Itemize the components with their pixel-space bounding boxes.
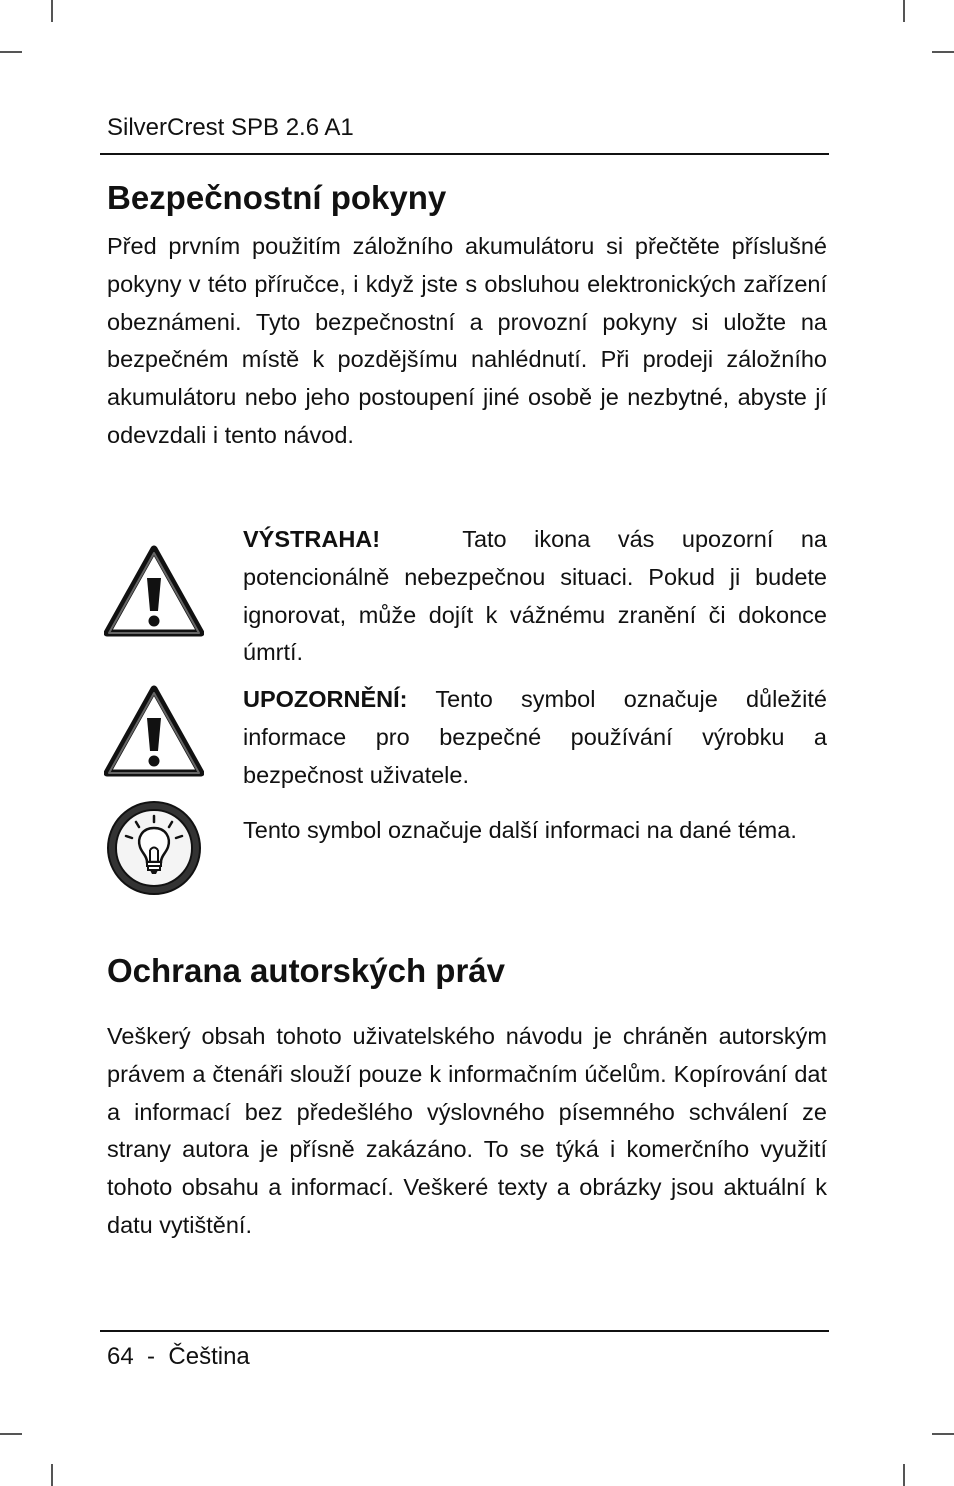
crop-mark <box>0 51 22 53</box>
caution-label: UPOZORNĚNÍ: <box>243 686 408 712</box>
lightbulb-icon <box>104 798 204 898</box>
safety-heading: Bezpečnostní pokyny <box>107 179 447 216</box>
copyright-text: Veškerý obsah tohoto uživatelského návodu je chráněn autorským právem a čtenáři slouží pouze k informačním účelům. Kopírování dat a informací bez předešlého výslovného písemného schválení ze strany autora je přísně zakázáno. To se týká i komerčního využití tohoto obsahu a informací. Veškeré texty a obrázky jsou aktuální k datu vytištění. <box>107 1023 827 1238</box>
crop-mark <box>0 1433 22 1435</box>
header-divider <box>100 153 829 155</box>
crop-mark <box>903 0 905 22</box>
footer <box>107 1342 250 1372</box>
warning-triangle-icon <box>104 683 204 783</box>
crop-mark <box>932 51 954 53</box>
caution-note <box>243 681 827 794</box>
copyright-heading: Ochrana autorských práv <box>107 952 505 989</box>
crop-mark <box>932 1433 954 1435</box>
crop-mark <box>51 1464 53 1486</box>
footer-language: Čeština <box>168 1343 250 1370</box>
footer-divider <box>100 1330 829 1332</box>
warning-note <box>243 521 827 672</box>
crop-mark <box>51 0 53 22</box>
warning-label: VÝSTRAHA! <box>243 526 381 552</box>
page-number: 64 <box>107 1343 134 1370</box>
footer-separator: - <box>147 1343 156 1370</box>
header-product: SilverCrest SPB 2.6 A1 <box>107 114 354 141</box>
crop-mark <box>903 1464 905 1486</box>
info-note: Tento symbol označuje další informaci na dané téma. <box>243 817 797 843</box>
safety-intro: Před prvním použitím záložního akumulátoru si přečtěte příslušné pokyny v této příručce, i když jste s obsluhou elektronických zařízení obeznámeni. Tyto bezpečnostní a provozní pokyny si uložte na bezpečném místě k pozdějšímu nahlédnutí. Při prodeji záložního akumulátoru nebo jeho postoupení jiné osobě je nezbytné, abyste jí odevzdali i tento návod. <box>107 233 827 448</box>
warning-triangle-icon <box>104 543 204 643</box>
warning-text: Tato ikona vás upozorní na potencionálně nebezpečnou situaci. Pokud ji budete ignorovat, může dojít k vážnému zranění či dokonce úmrtí. <box>243 526 827 666</box>
caution-text: Tento symbol označuje důležité informace pro bezpečné používání výrobku a bezpečnost uživatele. <box>243 686 827 788</box>
